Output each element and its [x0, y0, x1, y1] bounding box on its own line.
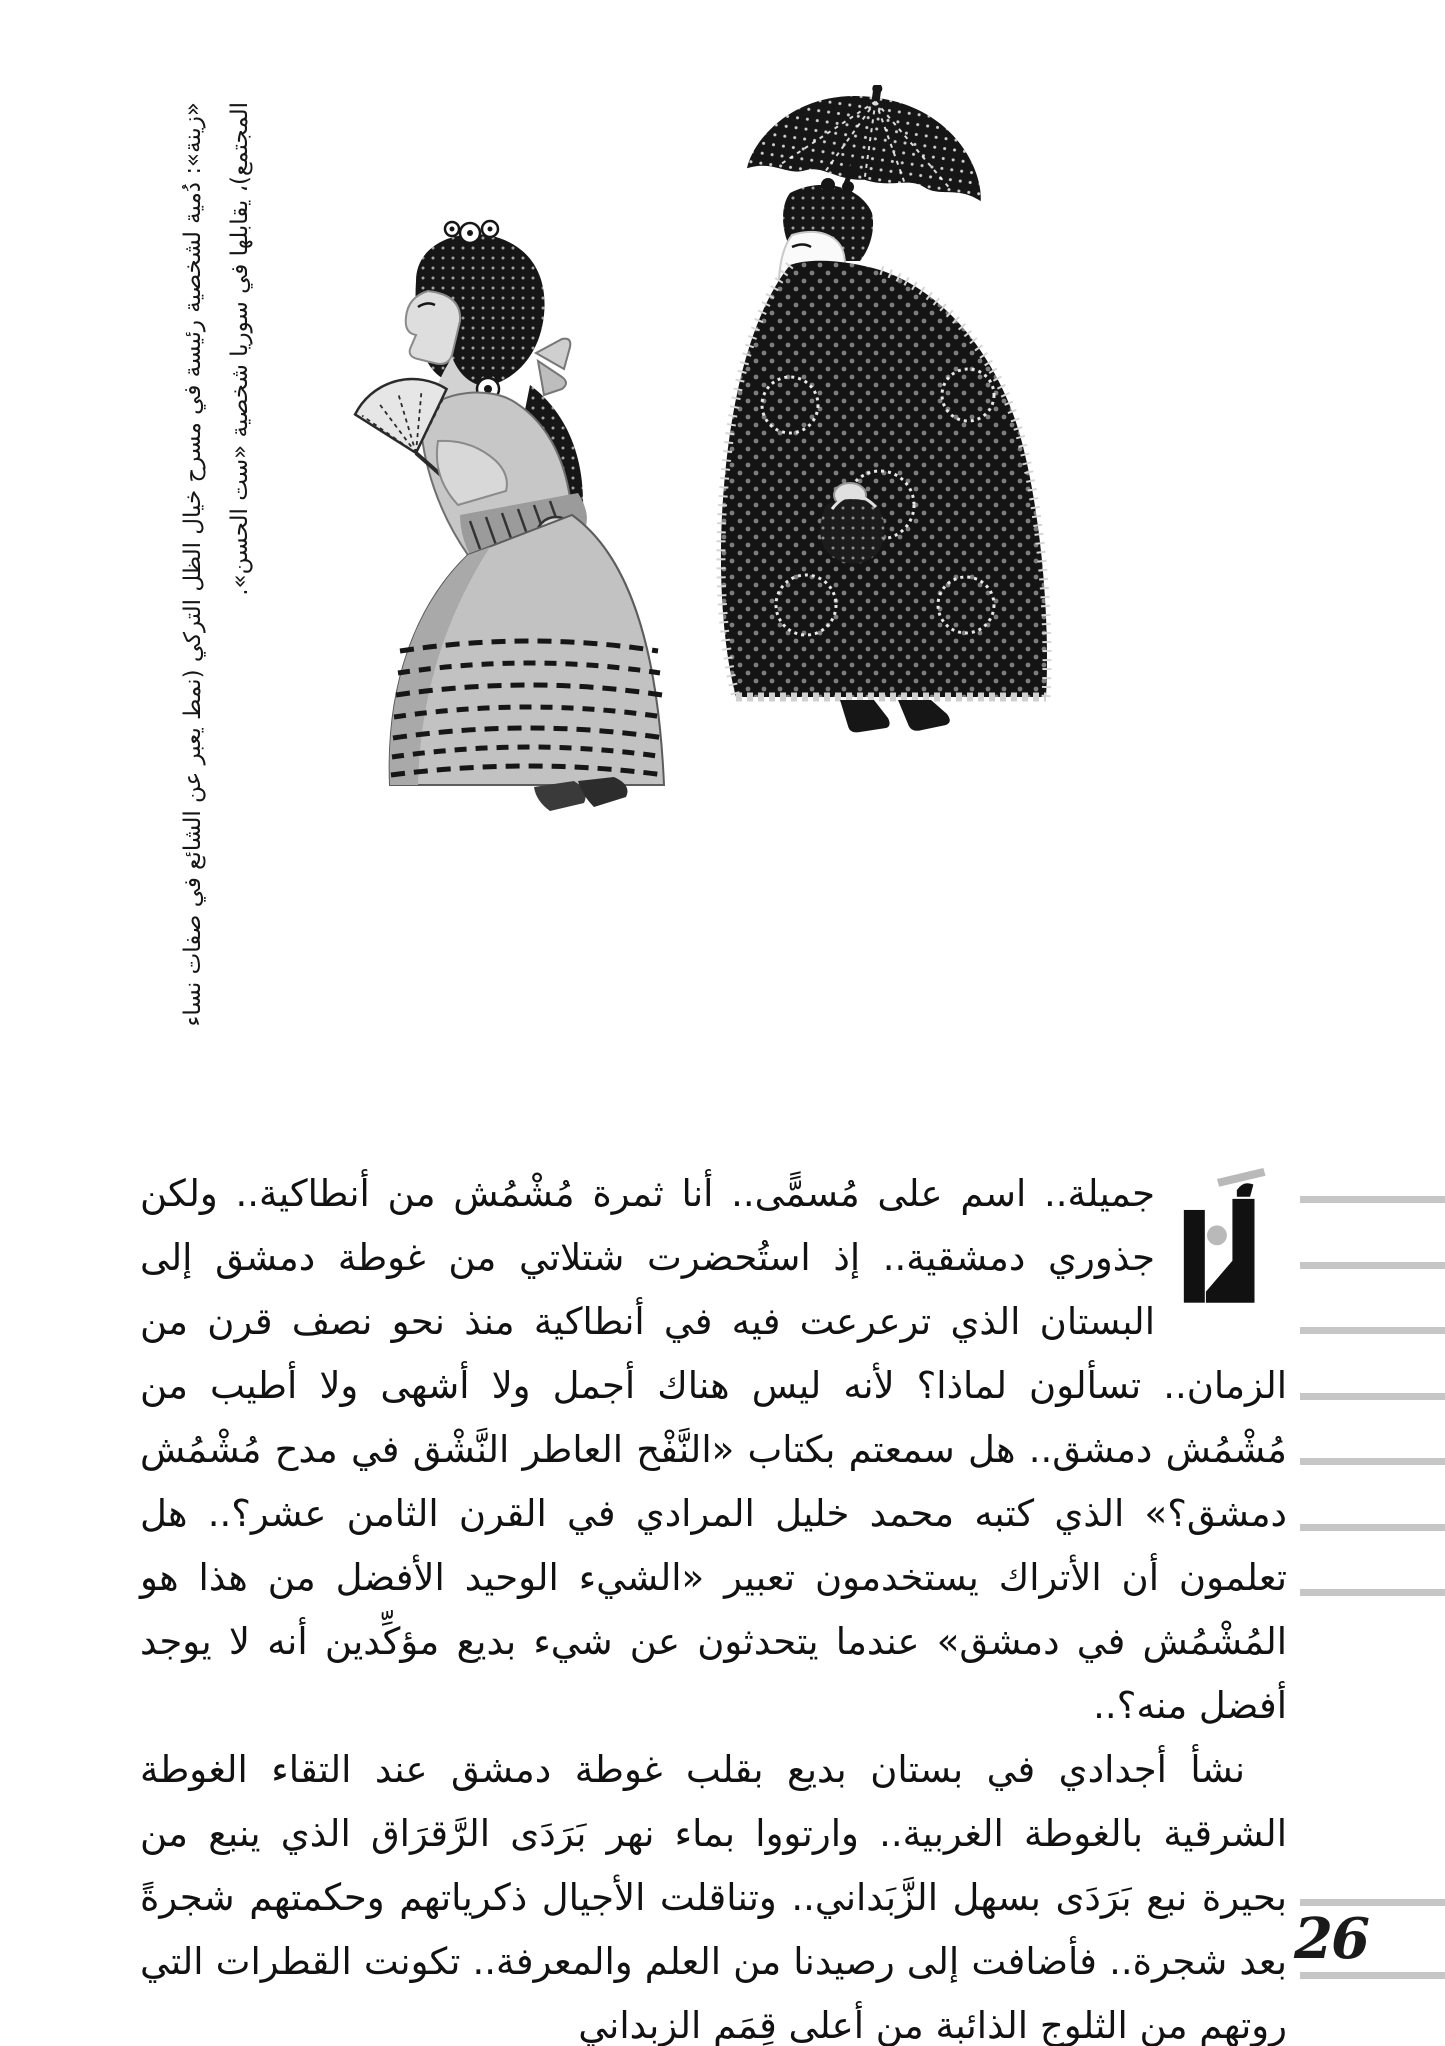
face-profile [406, 291, 460, 364]
caption-line-2: المجتمع)، يقابلها في سوريا شخصية «ست الحسن». [227, 102, 253, 596]
paragraph-2: نشأ أجدادي في بستان بديع بقلب غوطة دمشق عند التقاء الغوطة الشرقية بالغوطة الغربية.. وارتووا بماء نهر بَرَدَى الرَّقرَاق الذي ينبع من بحيرة نبع بَرَدَى بسهل الزَّبَداني.. وتناقلت الأجيال ذكرياتهم وحكمتهم شجرةً بعد شجرة.. فأضافت إلى رصيدنا من العلم والمعرفة.. تكونت القطرات التي روتهم من الثلوج الذائبة من أعلى قِمَم الزبداني [140, 1748, 1287, 2046]
paragraph-1 [140, 1162, 1287, 1738]
body-text [140, 1162, 1287, 2046]
margin-rule [1300, 1972, 1445, 1979]
page-number: 26 [1294, 1906, 1368, 1972]
margin-rule [1300, 1589, 1445, 1596]
paragraph-1-text: جميلة.. اسم على مُسمًّى.. أنا ثمرة مُشْمُش من أنطاكية.. ولكن جذوري دمشقية.. إذ استُحضرت شتلاتي من غوطة دمشق إلى البستان الذي ترعرعت فيه في أنطاكية منذ نحو نصف قرن من الزمان.. تسألون لماذا؟ لأنه ليس هناك أجمل ولا أشهى ولا أطيب من مُشْمُش دمشق.. هل سمعتم بكتاب «النَّفْح العاطر النَّشْق في مدح مُشْمُش دمشق؟» الذي كتبه محمد خليل المرادي في القرن الثامن عشر؟.. هل تعلمون أن الأتراك يستخدمون تعبير «الشيء الوحيد الأفضل من هذا هو المُشْمُش في دمشق» عندما يتحدثون عن شيء بديع مؤكِّدين أنه لا يوجد أفضل منه؟.. [140, 1172, 1287, 1727]
figure-caption-rotated [170, 102, 266, 1070]
puppet-fan-lady [349, 221, 664, 811]
ana-kufic-glyph [1169, 1168, 1287, 1306]
caption-line-1: «زينة»: دُمية لشخصية رئيسة في مسرح خيال الظل التركي (نمط يعبر عن الشائع في صفات نساء [180, 102, 206, 1027]
margin-rule [1300, 1196, 1445, 1203]
margin-rule [1300, 1393, 1445, 1400]
shadow-puppets-illustration [320, 85, 1090, 855]
margin-rule [1300, 1262, 1445, 1269]
puppet-parasol-lady [721, 85, 1047, 732]
margin-rule [1300, 1327, 1445, 1334]
margin-rule [1300, 1458, 1445, 1465]
figure-caption [170, 102, 266, 1077]
margin-rule [1300, 1899, 1445, 1906]
margin-rules-top [1300, 1196, 1445, 1606]
margin-rule [1300, 1524, 1445, 1531]
parasol-icon [747, 85, 995, 201]
shoe [578, 777, 628, 807]
ana-kufic-mark [1169, 1168, 1287, 1306]
